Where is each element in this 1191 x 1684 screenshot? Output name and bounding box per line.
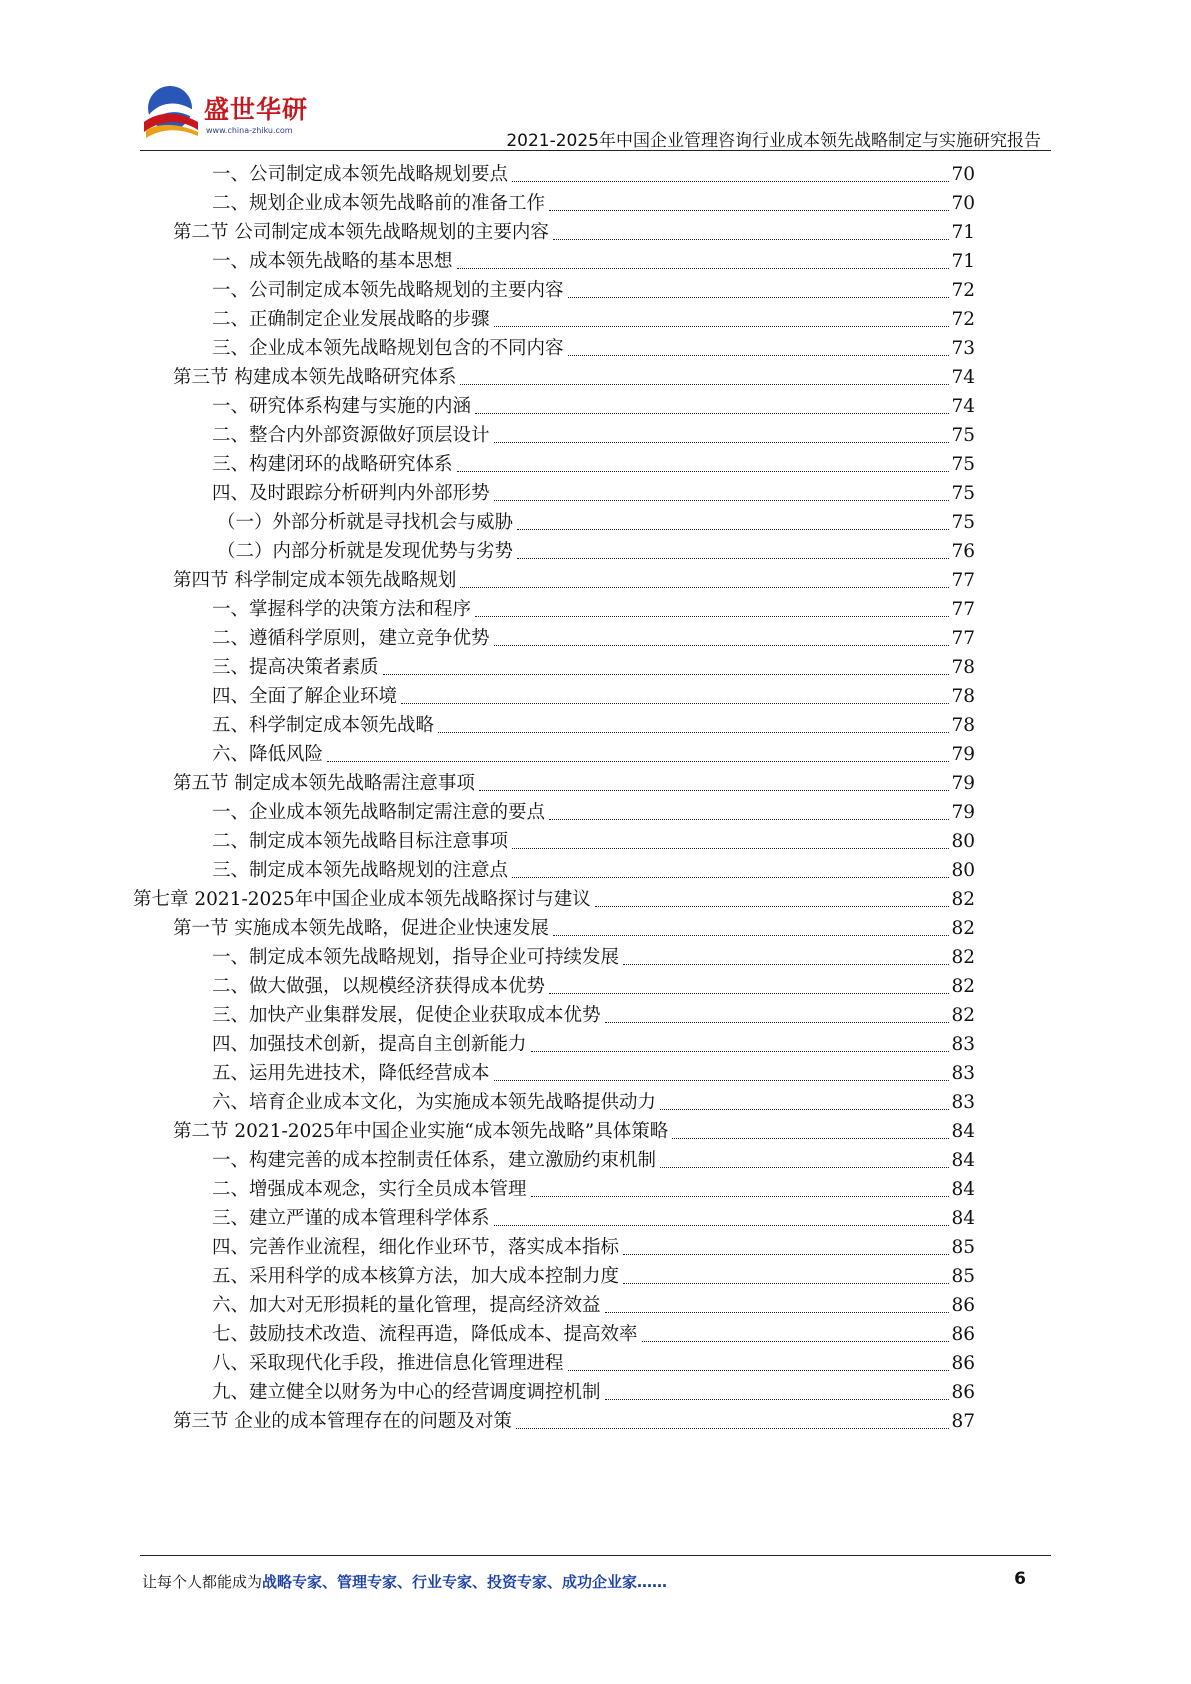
toc-dot-leader <box>512 848 949 849</box>
toc-entry-page: 87 <box>951 1411 975 1432</box>
toc-dot-leader <box>494 645 950 646</box>
toc-entry[interactable] <box>212 392 975 420</box>
toc-entry-page: 71 <box>951 222 975 243</box>
toc-entry[interactable] <box>217 508 975 536</box>
toc-dot-leader <box>623 964 949 965</box>
toc-dot-leader <box>460 587 949 588</box>
toc-entry[interactable] <box>212 1262 975 1290</box>
toc-entry-title: 三、企业成本领先战略规划包含的不同内容 <box>212 338 564 359</box>
logo-emblem-icon <box>140 82 202 140</box>
footer-slogan-highlight: 战略专家、管理专家、行业专家、投资专家、成功企业家…… <box>262 1573 668 1591</box>
toc-entry-title: 一、公司制定成本领先战略规划的主要内容 <box>212 280 564 301</box>
toc-entry-page: 70 <box>951 193 975 214</box>
toc-entry-page: 73 <box>951 338 975 359</box>
toc-entry-page: 82 <box>951 1005 975 1026</box>
toc-entry-title: 第一节 实施成本领先战略，促进企业快速发展 <box>173 918 549 939</box>
toc-entry[interactable] <box>212 1291 975 1319</box>
toc-entry-page: 84 <box>951 1121 975 1142</box>
toc-entry-page: 86 <box>951 1324 975 1345</box>
toc-entry[interactable] <box>212 276 975 304</box>
toc-entry[interactable] <box>212 798 975 826</box>
toc-entry-title: 八、采取现代化手段，推进信息化管理进程 <box>212 1353 564 1374</box>
toc-entry[interactable] <box>212 972 975 1000</box>
toc-entry-title: 二、正确制定企业发展战略的步骤 <box>212 309 490 330</box>
toc-entry-title: 二、遵循科学原则，建立竞争优势 <box>212 628 490 649</box>
toc-entry-title: 第七章 2021-2025年中国企业成本领先战略探讨与建议 <box>133 889 591 910</box>
toc-entry-page: 78 <box>951 686 975 707</box>
toc-dot-leader <box>531 1051 950 1052</box>
page-number: 6 <box>1014 1569 1026 1589</box>
toc-dot-leader <box>553 935 950 936</box>
toc-entry-page: 70 <box>951 164 975 185</box>
toc-entry[interactable] <box>212 943 975 971</box>
toc-dot-leader <box>457 268 950 269</box>
toc-dot-leader <box>553 239 950 240</box>
toc-entry-page: 83 <box>951 1092 975 1113</box>
toc-entry-title: 五、运用先进技术，降低经营成本 <box>212 1063 490 1084</box>
toc-entry[interactable] <box>212 450 975 478</box>
toc-entry-title: 六、培育企业成本文化，为实施成本领先战略提供动力 <box>212 1092 657 1113</box>
toc-dot-leader <box>512 877 949 878</box>
toc-entry-title: 七、鼓励技术改造、流程再造，降低成本、提高效率 <box>212 1324 638 1345</box>
toc-entry-page: 77 <box>951 628 975 649</box>
toc-entry[interactable] <box>212 247 975 275</box>
toc-entry[interactable] <box>173 363 975 391</box>
toc-entry-title: 六、加大对无形损耗的量化管理，提高经济效益 <box>212 1295 601 1316</box>
toc-entry[interactable] <box>212 711 975 739</box>
toc-entry[interactable] <box>173 218 975 246</box>
toc-dot-leader <box>460 384 949 385</box>
toc-entry-title: 四、及时跟踪分析研判内外部形势 <box>212 483 490 504</box>
toc-dot-leader <box>660 1167 949 1168</box>
company-logo <box>140 82 310 146</box>
toc-dot-leader <box>568 1370 950 1371</box>
toc-entry-title: 三、制定成本领先战略规划的注意点 <box>212 860 509 881</box>
toc-dot-leader <box>383 674 950 675</box>
toc-entry-page: 84 <box>951 1150 975 1171</box>
toc-entry-page: 74 <box>951 396 975 417</box>
toc-entry-title: 四、全面了解企业环境 <box>212 686 398 707</box>
toc-dot-leader <box>623 1254 949 1255</box>
toc-dot-leader <box>479 790 950 791</box>
toc-entry-page: 82 <box>951 976 975 997</box>
toc-entry[interactable] <box>173 1117 975 1145</box>
toc-entry-title: 二、整合内外部资源做好顶层设计 <box>212 425 490 446</box>
footer-slogan <box>142 1571 667 1592</box>
toc-entry-page: 72 <box>951 280 975 301</box>
toc-entry-page: 76 <box>951 541 975 562</box>
toc-entry-page: 85 <box>951 1237 975 1258</box>
toc-entry[interactable] <box>212 160 975 188</box>
toc-entry-page: 74 <box>951 367 975 388</box>
toc-dot-leader <box>531 1196 950 1197</box>
toc-dot-leader <box>438 732 949 733</box>
toc-entry-page: 75 <box>951 454 975 475</box>
toc-entry-page: 80 <box>951 831 975 852</box>
toc-entry-title: 一、企业成本领先战略制定需注意的要点 <box>212 802 546 823</box>
toc-dot-leader <box>494 442 950 443</box>
toc-entry[interactable] <box>212 827 975 855</box>
toc-entry-page: 83 <box>951 1063 975 1084</box>
toc-entry[interactable] <box>212 1175 975 1203</box>
toc-entry-title: 二、增强成本观念，实行全员成本管理 <box>212 1179 527 1200</box>
toc-entry[interactable] <box>212 682 975 710</box>
toc-entry[interactable] <box>173 769 975 797</box>
toc-dot-leader <box>517 558 949 559</box>
toc-entry-title: 第二节 2021-2025年中国企业实施“成本领先战略”具体策略 <box>173 1121 669 1142</box>
toc-entry-page: 82 <box>951 947 975 968</box>
toc-entry-title: 九、建立健全以财务为中心的经营调度调控机制 <box>212 1382 601 1403</box>
toc-entry[interactable] <box>133 885 975 913</box>
toc-dot-leader <box>605 1312 950 1313</box>
toc-entry[interactable] <box>212 334 975 362</box>
toc-entry[interactable] <box>212 479 975 507</box>
toc-entry-page: 84 <box>951 1208 975 1229</box>
toc-entry-title: 三、加快产业集群发展，促使企业获取成本优势 <box>212 1005 601 1026</box>
toc-entry-title: 一、成本领先战略的基本思想 <box>212 251 453 272</box>
toc-dot-leader <box>457 471 950 472</box>
toc-dot-leader <box>494 326 950 327</box>
toc-entry[interactable] <box>173 1407 975 1435</box>
toc-entry-page: 82 <box>951 918 975 939</box>
toc-entry-title: 第五节 制定成本领先战略需注意事项 <box>173 773 475 794</box>
toc-entry-page: 78 <box>951 715 975 736</box>
toc-entry-page: 79 <box>951 773 975 794</box>
toc-dot-leader <box>494 1225 950 1226</box>
toc-entry-title: 一、制定成本领先战略规划，指导企业可持续发展 <box>212 947 620 968</box>
toc-entry-title: 二、制定成本领先战略目标注意事项 <box>212 831 509 852</box>
toc-entry-page: 86 <box>951 1353 975 1374</box>
toc-entry-page: 75 <box>951 483 975 504</box>
toc-dot-leader <box>672 1138 949 1139</box>
toc-entry[interactable] <box>212 189 975 217</box>
toc-entry-title: 三、建立严谨的成本管理科学体系 <box>212 1208 490 1229</box>
toc-entry-page: 77 <box>951 599 975 620</box>
toc-entry-page: 78 <box>951 657 975 678</box>
toc-entry[interactable] <box>212 1320 975 1348</box>
toc-entry-title: 五、采用科学的成本核算方法，加大成本控制力度 <box>212 1266 620 1287</box>
toc-entry-page: 75 <box>951 425 975 446</box>
toc-dot-leader <box>605 1399 950 1400</box>
footer-slogan-prefix: 让每个人都能成为 <box>142 1573 263 1591</box>
toc-entry-page: 75 <box>951 512 975 533</box>
toc-entry[interactable] <box>212 1378 975 1406</box>
toc-dot-leader <box>660 1109 949 1110</box>
toc-entry-title: 一、研究体系构建与实施的内涵 <box>212 396 472 417</box>
toc-entry[interactable] <box>212 421 975 449</box>
report-title: 2021-2025年中国企业管理咨询行业成本领先战略制定与实施研究报告 <box>506 131 1041 151</box>
toc-entry[interactable] <box>212 1233 975 1261</box>
header-divider <box>140 150 1051 151</box>
toc-entry-title: 第三节 构建成本领先战略研究体系 <box>173 367 457 388</box>
toc-entry-title: 三、构建闭环的战略研究体系 <box>212 454 453 475</box>
toc-dot-leader <box>549 993 949 994</box>
toc-entry-title: 五、科学制定成本领先战略 <box>212 715 435 736</box>
toc-dot-leader <box>475 413 949 414</box>
logo-url: www.china-zhiku.com <box>206 126 293 135</box>
toc-dot-leader <box>517 529 949 530</box>
toc-entry-title: 一、构建完善的成本控制责任体系，建立激励约束机制 <box>212 1150 657 1171</box>
toc-entry[interactable] <box>212 1204 975 1232</box>
toc-entry-page: 80 <box>951 860 975 881</box>
toc-dot-leader <box>549 210 949 211</box>
toc-entry-title: 六、降低风险 <box>212 744 324 765</box>
toc-entry[interactable] <box>212 1001 975 1029</box>
toc-entry[interactable] <box>217 537 975 565</box>
toc-entry-title: 一、公司制定成本领先战略规划要点 <box>212 164 509 185</box>
toc-entry-page: 84 <box>951 1179 975 1200</box>
toc-entry-title: 第四节 科学制定成本领先战略规划 <box>173 570 457 591</box>
toc-entry-title: 四、加强技术创新，提高自主创新能力 <box>212 1034 527 1055</box>
toc-entry-title: 一、掌握科学的决策方法和程序 <box>212 599 472 620</box>
toc-dot-leader <box>475 616 949 617</box>
toc-dot-leader <box>568 297 950 298</box>
toc-entry-title: 第二节 公司制定成本领先战略规划的主要内容 <box>173 222 549 243</box>
toc-dot-leader <box>605 1022 950 1023</box>
toc-dot-leader <box>623 1283 949 1284</box>
toc-entry[interactable] <box>212 856 975 884</box>
toc-entry[interactable] <box>212 653 975 681</box>
footer-divider <box>140 1555 1051 1556</box>
toc-entry[interactable] <box>212 1349 975 1377</box>
toc-dot-leader <box>512 181 949 182</box>
toc-entry[interactable] <box>212 1059 975 1087</box>
toc-entry[interactable] <box>173 566 975 594</box>
toc-entry[interactable] <box>173 914 975 942</box>
toc-dot-leader <box>327 761 949 762</box>
toc-entry-page: 71 <box>951 251 975 272</box>
toc-entry-page: 82 <box>951 889 975 910</box>
toc-entry-title: 第三节 企业的成本管理存在的问题及对策 <box>173 1411 512 1432</box>
toc-dot-leader <box>568 355 950 356</box>
toc-entry-page: 85 <box>951 1266 975 1287</box>
toc-entry-title: 二、做大做强，以规模经济获得成本优势 <box>212 976 546 997</box>
toc-dot-leader <box>549 819 949 820</box>
toc-dot-leader <box>595 906 950 907</box>
toc-entry[interactable] <box>212 624 975 652</box>
toc-entry-page: 79 <box>951 744 975 765</box>
toc-entry-page: 77 <box>951 570 975 591</box>
toc-entry-title: （二）内部分析就是发现优势与劣势 <box>217 541 514 562</box>
toc-entry-title: （一）外部分析就是寻找机会与威胁 <box>217 512 514 533</box>
toc-entry-page: 72 <box>951 309 975 330</box>
toc-entry[interactable] <box>212 1088 975 1116</box>
toc-entry-page: 86 <box>951 1382 975 1403</box>
toc-dot-leader <box>401 703 949 704</box>
toc-entry-page: 79 <box>951 802 975 823</box>
toc-entry[interactable] <box>212 595 975 623</box>
toc-entry-page: 86 <box>951 1295 975 1316</box>
logo-name: 盛世华研 <box>204 95 309 124</box>
toc-entry[interactable] <box>212 740 975 768</box>
toc-entry-title: 三、提高决策者素质 <box>212 657 379 678</box>
toc-entry-title: 四、完善作业流程，细化作业环节，落实成本指标 <box>212 1237 620 1258</box>
toc-entry-page: 83 <box>951 1034 975 1055</box>
toc-dot-leader <box>494 1080 950 1081</box>
toc-dot-leader <box>642 1341 950 1342</box>
toc-dot-leader <box>494 500 950 501</box>
toc-entry-title: 二、规划企业成本领先战略前的准备工作 <box>212 193 546 214</box>
toc-entry[interactable] <box>212 1030 975 1058</box>
toc-dot-leader <box>516 1428 950 1429</box>
toc-entry[interactable] <box>212 1146 975 1174</box>
toc-entry[interactable] <box>212 305 975 333</box>
